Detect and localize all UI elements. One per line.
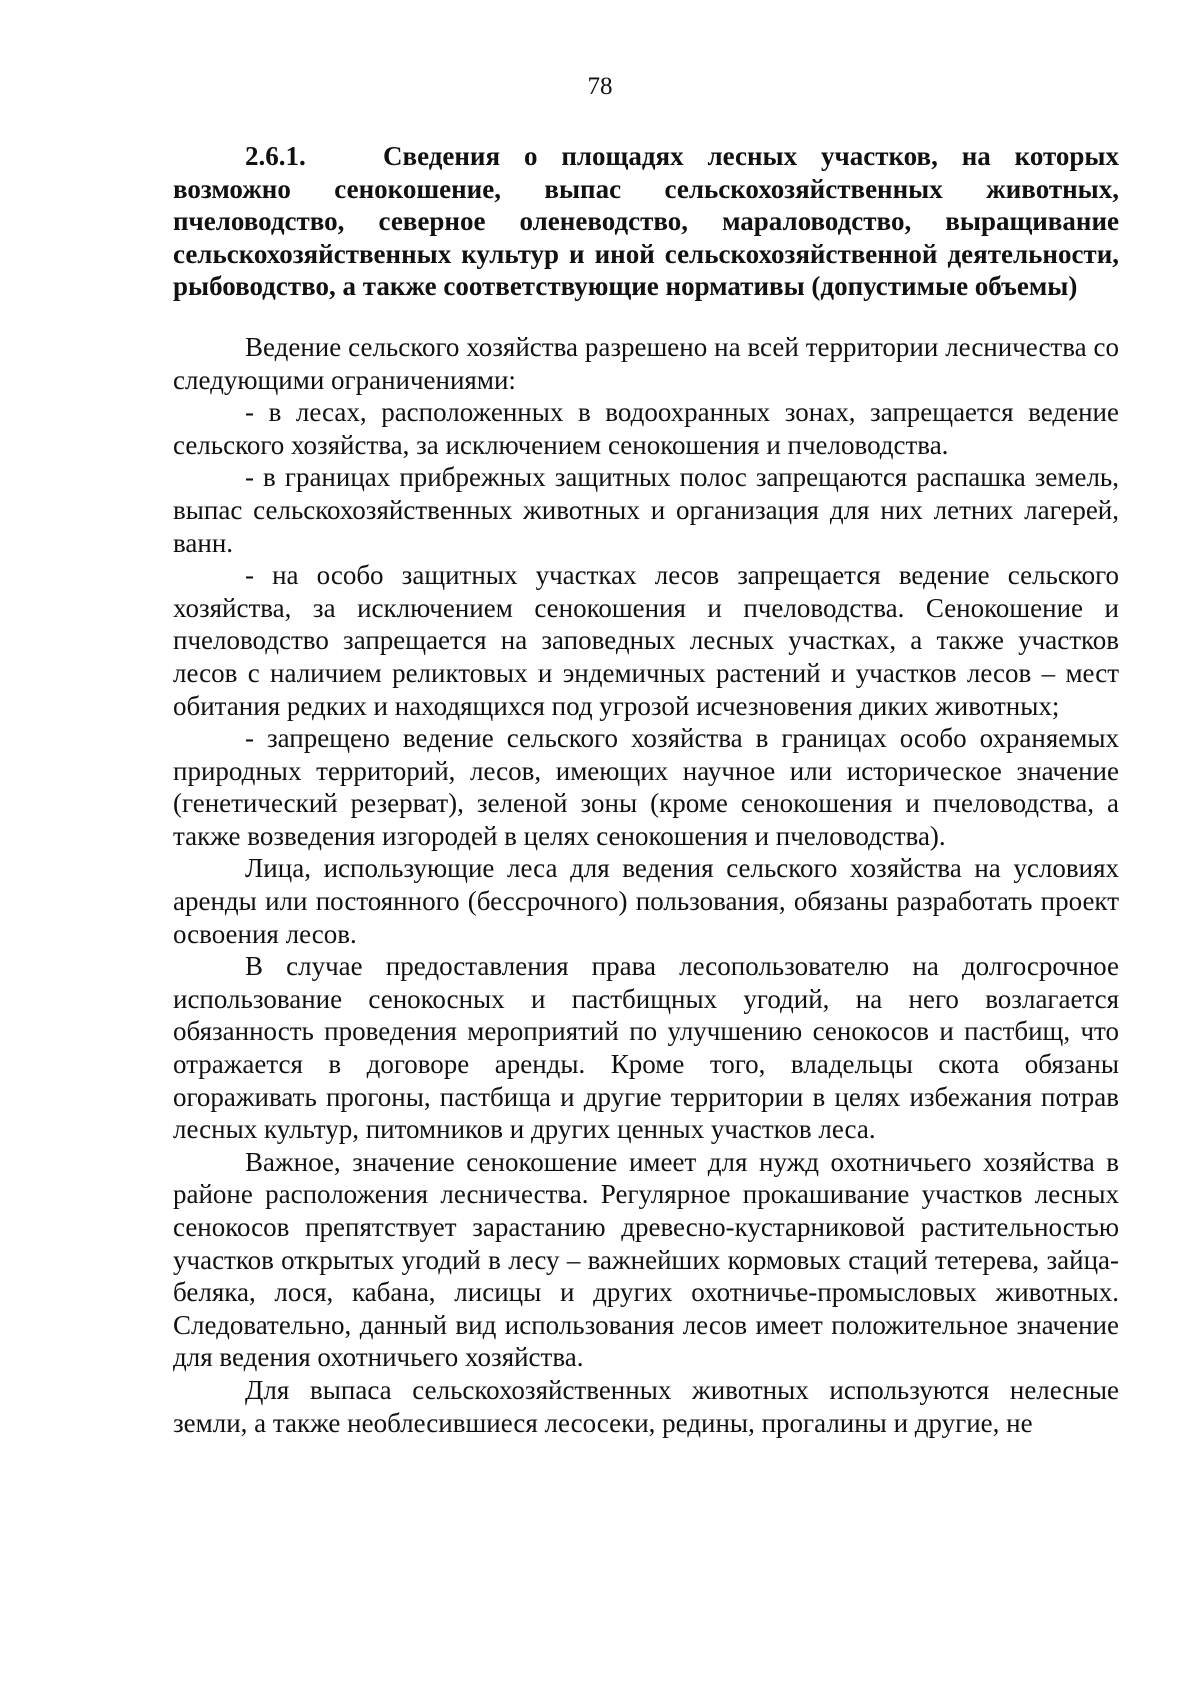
page-number: 78 bbox=[587, 73, 613, 100]
section-number: 2.6.1. bbox=[245, 141, 306, 171]
body-text bbox=[173, 331, 1119, 1439]
page-content bbox=[173, 140, 1119, 1439]
paragraph-long-term-use: В случае предоставления права лесопользователю на долгосрочное использование сенокосных и пастбищных угодий, на него возлагается обязанность проведения мероприятий по улучшению сенокосов и пастбищ, что отражается в договоре аренды. Кроме того, владельцы скота обязаны огораживать прогоны, пастбища и другие территории в целях избежания потрав лесных культур, питомников и других ценных участков леса. bbox=[173, 951, 1119, 1145]
paragraph-restriction-water-zones: - в лесах, расположенных в водоохранных зонах, запрещается ведение сельского хозяйства, за исключением сенокошения и пчеловодства. bbox=[173, 397, 1119, 460]
paragraph-intro: Ведение сельского хозяйства разрешено на всей территории лесничества со следующими ограничениями: bbox=[173, 331, 1119, 395]
paragraph-grazing-lands: Для выпаса сельскохозяйственных животных используются нелесные земли, а также необлесившиеся лесосеки, редины, прогалины и другие, не bbox=[173, 1374, 1119, 1438]
section-heading bbox=[173, 140, 1119, 303]
paragraph-development-project: Лица, использующие леса для ведения сельского хозяйства на условиях аренды или постоянного (бессрочного) пользования, обязаны разработать проект освоения лесов. bbox=[173, 853, 1119, 949]
paragraph-restriction-natural-territories: - запрещено ведение сельского хозяйства в границах особо охраняемых природных территорий, лесов, имеющих научное или историческое значение (генетический резерват), зеленой зоны (кроме сенокошения и пчеловодства, а также возведения изгородей в целях сенокошения и пчеловодства). bbox=[173, 723, 1119, 851]
paragraph-restriction-protected-areas: - на особо защитных участках лесов запрещается ведение сельского хозяйства, за исключением сенокошения и пчеловодства. Сенокошение и пчеловодство запрещается на заповедных лесных участках, а также участков лесов с наличием реликтовых и эндемичных растений и участков лесов – мест обитания редких и находящихся под угрозой исчезновения диких животных; bbox=[173, 560, 1119, 721]
section-title: Сведения о площадях лесных участков, на которых возможно сенокошение, выпас сельскохозяйственных животных, пчеловодство, северное оленеводство, мараловодство, выращивание сельскохозяйственных культур и иной сельскохозяйственной деятельности, рыбоводство, а также соответствующие нормативы (допустимые объемы) bbox=[173, 141, 1119, 302]
paragraph-hunting-importance: Важное, значение сенокошение имеет для нужд охотничьего хозяйства в районе расположения лесничества. Регулярное прокашивание участков лесных сенокосов препятствует зарастанию древесно-кустарниковой растительностью участков открытых угодий в лесу – важнейших кормовых стаций тетерева, зайца-беляка, лося, кабана, лисицы и других охотничье-промысловых животных. Следовательно, данный вид использования лесов имеет положительное значение для ведения охотничьего хозяйства. bbox=[173, 1146, 1119, 1373]
paragraph-restriction-coastal-strips: - в границах прибрежных защитных полос запрещаются распашка земель, выпас сельскохозяйственных животных и организация для них летних лагерей, ванн. bbox=[173, 462, 1119, 558]
